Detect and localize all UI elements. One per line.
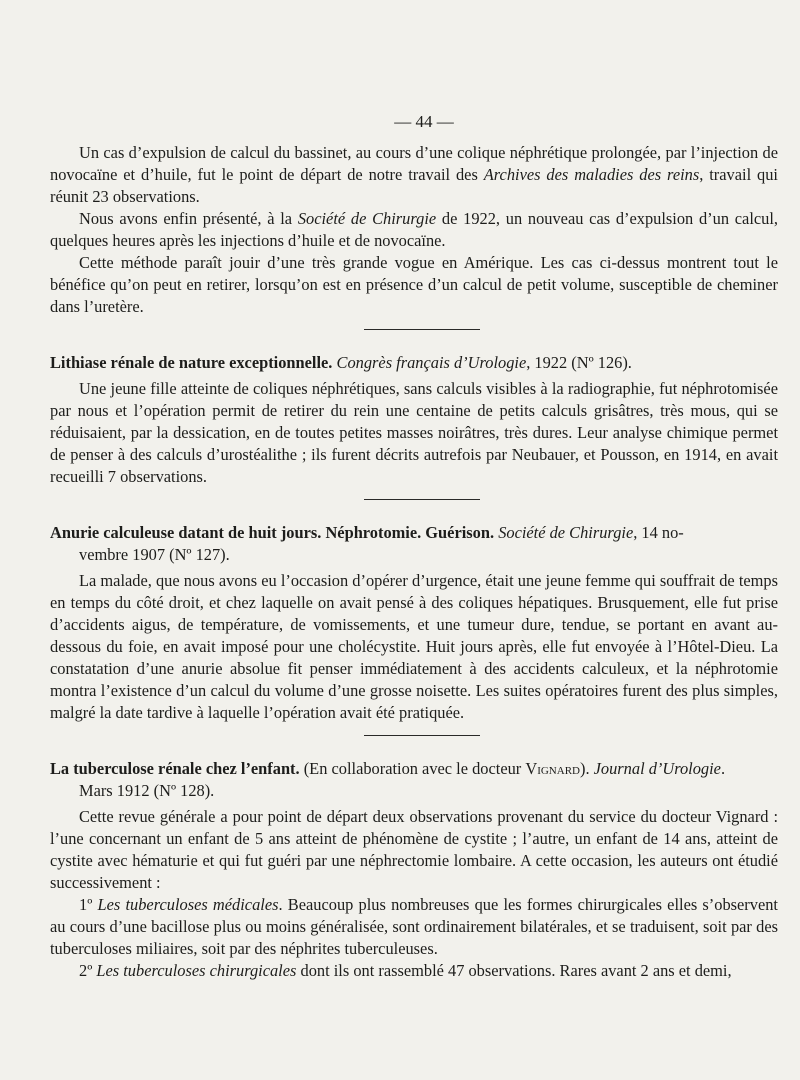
entry-126-journal: Congrès français d’Urologie xyxy=(336,353,527,372)
page-number: — 44 — xyxy=(394,112,454,131)
entry-128-item-1-num: 1º xyxy=(79,895,98,914)
intro-p1-text: Un cas d’expulsion de calcul du bassinet, au cours d’une colique néphrétique prolongée, par l’injection de novocaïne et d’huile, fut le point de départ de notre travail des xyxy=(50,143,778,184)
entry-126-title: Lithiase rénale de nature exceptionnelle. xyxy=(50,353,333,372)
intro-p2-journal: Société de Chirurgie xyxy=(297,209,437,228)
entry-128-item-1 xyxy=(50,894,778,960)
entry-128-collab-end: ). xyxy=(579,759,594,778)
entry-127-body: La malade, que nous avons eu l’occasion d’opérer d’urgence, était une jeune femme qui souffrait de temps en temps du côté droit, et chez laquelle on avait pensé à des coliques hépatiques. Brusquement, elle fut prise d’accidents aigus, de température, de vomissements, et une tumeur dure, tendue, se portant en avant au-dessous du foie, en avait imposé pour une cholécystite. Huit jours après, elle fut envoyée à l’Hôtel-Dieu. La constatation d’une anurie absolue fit penser immédiatement à des accidents calculeux, et la néphrotomie montra l’existence d’un calcul du volume d’une grosse noisette. Les suites opératoires furent des plus simples, malgré la date tardive à laquelle l’opération avait été pratiquée. xyxy=(50,571,778,722)
entry-126 xyxy=(50,352,778,488)
intro-paragraph-1 xyxy=(50,142,778,208)
entry-128-ref-second: Mars 1912 (Nº 128). xyxy=(79,781,215,800)
entry-128-item-2-text: dont ils ont rassemblé 47 observations. Rares avant 2 ans et demi, xyxy=(296,961,732,980)
entry-128-journal: Journal d’Urologie xyxy=(593,759,721,778)
entry-127-heading xyxy=(50,522,778,566)
entry-126-ref: , 1922 (Nº 126). xyxy=(526,353,632,372)
entry-128-heading xyxy=(50,758,778,802)
entry-128-item-2-title: Les tuberculoses chirurgicales xyxy=(96,961,297,980)
intro-section xyxy=(50,142,778,318)
section-divider xyxy=(364,499,480,500)
entry-128-item-1-title: Les tuberculoses médicales xyxy=(97,895,279,914)
entry-128-collab-name: Vignard xyxy=(525,759,580,778)
entry-126-body: Une jeune fille atteinte de coliques néphrétiques, sans calculs visibles à la radiographie, fut néphrotomisée par nous et l’opération permit de retirer du rein une centaine de petits calculs grisâtres, très mous, qui se réduisaient, par la dessication, en de toutes petites masses noirâtres, très dures. Leur analyse chimique permet de penser à des calculs d’urostéalithe ; ils furent décrits autrefois par Neubauer, et Pousson, en 1914, en avait recueilli 7 observations. xyxy=(50,379,778,486)
intro-paragraph-2 xyxy=(50,208,778,252)
entry-128-item-1-text: . Beaucoup plus nombreuses que les formes chirurgicales elles s’observent au cours d’une bacillose plus ou moins généralisée, sont ordinairement bilatérales, et se traduisent, soit par des tuberculoses miliaires, soit par des néphrites tuberculeuses. xyxy=(50,895,778,958)
entry-128-title: La tuberculose rénale chez l’enfant. xyxy=(50,759,300,778)
intro-paragraph-3: Cette méthode paraît jouir d’une très grande vogue en Amérique. Les cas ci-dessus montrent tout le bénéfice qu’on peut en retirer, lorsqu’on est en présence d’un calcul de petit volume, susceptible de cheminer dans l’uretère. xyxy=(50,253,778,316)
intro-p1-journal: Archives des maladies des reins xyxy=(483,165,700,184)
entry-128 xyxy=(50,758,778,982)
entry-128-ref-first: . xyxy=(720,759,726,778)
section-divider xyxy=(364,329,480,330)
entry-127-ref-second: vembre 1907 (Nº 127). xyxy=(79,545,230,564)
intro-p2-text-end: de 1922, un nouveau cas d’expulsion d’un calcul, quelques heures après les injections d’huile et de novocaïne. xyxy=(50,209,779,250)
entry-128-body: Cette revue générale a pour point de départ deux observations provenant du service du docteur Vignard : l’une concernant un enfant de 5 ans atteint de phénomène de cystite ; l’autre, un enfant de 14 ans, atteint de cystite avec hématurie et qui fut guéri par une néphrectomie lombaire. A cette occasion, les auteurs ont étudié successivement : xyxy=(50,807,778,892)
entry-127-title: Anurie calculeuse datant de huit jours. Néphrotomie. Guérison. xyxy=(50,523,495,542)
entry-128-item-2-num: 2º xyxy=(79,961,97,980)
intro-p1-text-end: , travail qui réunit 23 observations. xyxy=(50,165,778,206)
intro-p2-text: Nous avons enfin présenté, à la xyxy=(79,209,298,228)
entry-126-heading xyxy=(50,352,778,374)
entry-127-ref-first: , 14 no- xyxy=(633,523,684,542)
entry-127-journal: Société de Chirurgie xyxy=(498,523,634,542)
entry-127 xyxy=(50,522,778,724)
entry-128-collab-start: (En collaboration avec le docteur xyxy=(299,759,526,778)
section-divider xyxy=(364,735,480,736)
entry-128-item-2 xyxy=(50,960,778,982)
